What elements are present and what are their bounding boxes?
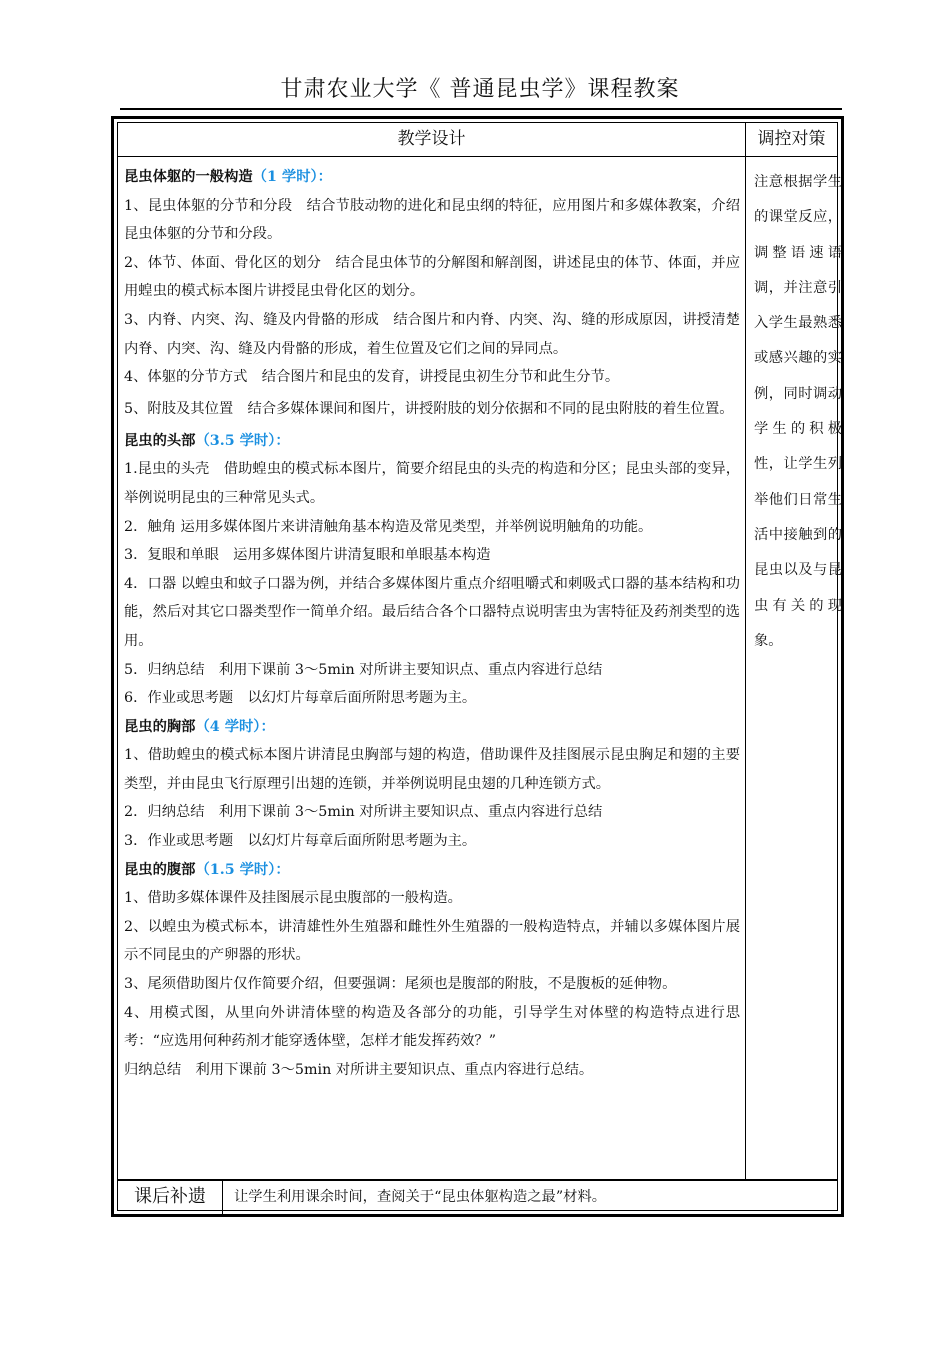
list-item: 2、体节、体面、骨化区的划分 结合昆虫体节的分解图和解剖图，讲述昆虫的体节、体面，并应用蝗虫的模式标本图片讲授昆虫骨化区的划分。 — [124, 254, 740, 300]
page-title: 甘肃农业大学《 普通昆虫学》课程教案 — [280, 77, 680, 102]
lesson-table-inner — [117, 122, 842, 1211]
list-item: 1.昆虫的头壳 借助蝗虫的模式标本图片，简要介绍昆虫的头壳的构造和分区；昆虫头部的变异，举例说明昆虫的三种常见头式。 — [124, 461, 740, 506]
list-item: 4、用模式图，从里向外讲清体壁的构造及各部分的功能，引导学生对体壁的构造特点进行思考：“应选用何种药剂才能穿透体壁，怎样才能发挥药效？” — [124, 1004, 740, 1050]
list-item: 3．复眼和单眼 运用多媒体图片讲清复眼和单眼基本构造 — [124, 547, 491, 564]
list-item: 2．归纳总结 利用下课前 3～5min 对所讲主要知识点、重点内容进行总结 — [124, 804, 603, 821]
footer-label: 课后补遗 — [134, 1186, 206, 1207]
list-item: 3、内脊、内突、沟、缝及内骨骼的形成 结合图片和内脊、内突、沟、缝的形成原因，讲授清楚内脊、内突、沟、缝及内骨骼的形成，着生位置及它们之间的异同点。 — [124, 311, 740, 357]
list-item: 6．作业或思考题 以幻灯片每章后面所附思考题为主。 — [124, 690, 477, 707]
header-divider — [118, 156, 837, 157]
section-heading: 昆虫的胸部（4 学时）： — [124, 718, 275, 735]
list-item: 5．归纳总结 利用下课前 3～5min 对所讲主要知识点、重点内容进行总结 — [124, 661, 603, 678]
list-item: 4．口器 以蝗虫和蚊子口器为例，并结合多媒体图片重点介绍咀嚼式和刺吸式口器的基本结构和功能，然后对其它口器类型作一简单介绍。最后结合各个口器特点说明害虫为害特征及药剂类型的选用。 — [124, 575, 740, 649]
list-item: 1、借助蝗虫的模式标本图片讲清昆虫胸部与翅的构造，借助课件及挂图展示昆虫胸足和翅的主要类型，并由昆虫飞行原理引出翅的连锁，并举例说明昆虫翅的几种连锁方式。 — [124, 747, 740, 792]
lesson-table — [111, 116, 844, 1217]
column-header-design: 教学设计 — [397, 129, 466, 149]
teaching-design-content — [124, 163, 740, 1084]
list-item: 2．触角 运用多媒体图片来讲清触角基本构造及常见类型，并举例说明触角的功能。 — [124, 518, 653, 535]
list-item: 1、借助多媒体课件及挂图展示昆虫腹部的一般构造。 — [124, 890, 462, 907]
list-item: 4、体躯的分节方式 结合图片和昆虫的发育，讲授昆虫初生分节和此生分节。 — [124, 369, 620, 386]
section-heading: 昆虫的头部（3.5 学时）： — [124, 432, 290, 449]
list-item: 5、附肢及其位置 结合多媒体课间和图片，讲授附肢的划分依据和不同的昆虫附肢的着生位置。 — [124, 400, 734, 417]
section-heading: 昆虫体躯的一般构造（1 学时）： — [124, 169, 332, 185]
header-rule — [120, 108, 842, 110]
list-item: 1、昆虫体躯的分节和分段 结合节肢动物的进化和昆虫纲的特征，应用图片和多媒体教案，介绍昆虫体躯的分节和分段。 — [124, 197, 740, 243]
list-item: 2、以蝗虫为模式标本，讲清雄性外生殖器和雌性外生殖器的一般构造特点，并辅以多媒体图片展示不同昆虫的产卵器的形状。 — [124, 918, 740, 964]
list-item: 归纳总结 利用下课前 3～5min 对所讲主要知识点、重点内容进行总结。 — [124, 1061, 594, 1078]
footer-column-divider — [222, 1180, 223, 1214]
column-header-control: 调控对策 — [757, 129, 826, 149]
footer-text: 让学生利用课余时间，查阅关于“昆虫体躯构造之最”材料。 — [234, 1189, 607, 1205]
control-strategy-text: 注意根据学生的课堂反应，调整语速语调，并注意引入学生最熟悉或感兴趣的实例，同时调动学生的积极性，让学生列举他们日常生活中接触到的昆虫以及与昆虫有关的现象。 — [754, 174, 842, 649]
list-item: 3．作业或思考题 以幻灯片每章后面所附思考题为主。 — [124, 833, 477, 850]
section-heading: 昆虫的腹部（1.5 学时）： — [124, 861, 290, 878]
list-item: 3、尾须借助图片仅作简要介绍，但要强调：尾须也是腹部的附肢，不是腹板的延伸物。 — [124, 976, 677, 993]
column-divider — [745, 123, 746, 1179]
